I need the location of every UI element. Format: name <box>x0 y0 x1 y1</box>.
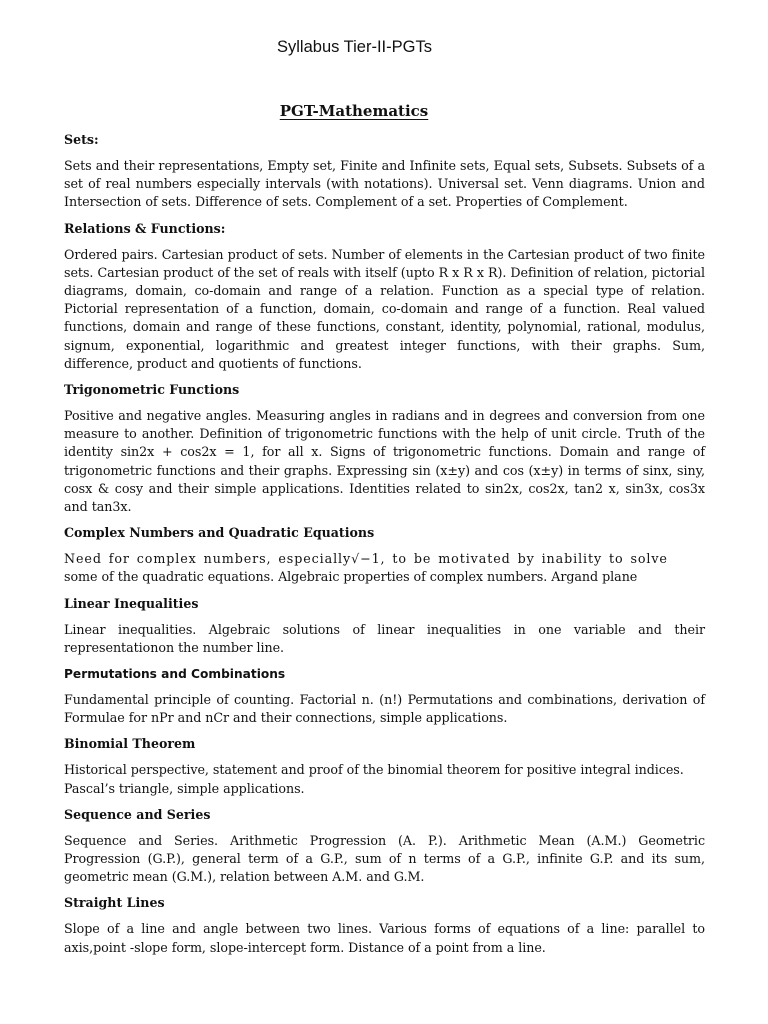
section-heading: Sets: <box>64 132 99 147</box>
section-straight-lines <box>64 894 705 956</box>
section-sets <box>64 131 705 212</box>
section-permutations-combinations <box>64 665 705 727</box>
section-body: Sets and their representations, Empty set, Finite and Infinite sets, Equal sets, Subsets. Subsets of a set of real numbers especially intervals (with notations). Universal set. Venn diagrams. Union and Intersection of sets. Difference of sets. Complement of a set. Properties of Complement. <box>64 158 705 210</box>
section-heading: Linear Inequalities <box>64 595 199 611</box>
section-heading: Sequence and Series <box>64 806 211 822</box>
syllabus-content <box>64 131 705 965</box>
page-header: Syllabus Tier-II-PGTs <box>277 38 432 56</box>
section-relations-functions <box>64 220 705 373</box>
section-heading: Permutations and Combinations <box>64 667 286 682</box>
section-heading: Complex Numbers and Quadratic Equations <box>64 525 375 541</box>
section-heading: Straight Lines <box>64 895 165 911</box>
section-body-line: Pascal’s triangle, simple applications. <box>64 780 305 796</box>
section-binomial-theorem <box>64 735 705 797</box>
section-body <box>64 550 705 586</box>
section-body-line: Historical perspective, statement and proof of the binomial theorem for positive integral indices. <box>64 762 684 778</box>
section-heading: Binomial Theorem <box>64 736 196 752</box>
section-linear-inequalities <box>64 595 705 657</box>
section-body <box>64 761 705 797</box>
section-body: Ordered pairs. Cartesian product of sets. Number of elements in the Cartesian product of two finite sets. Cartesian product of the set of reals with itself (upto R x R x R). Definition of relation, pictorial diagrams, domain, co-domain and range of a relation. Function as a special type of relation. Pictorial representation of a function, domain, co-domain and range of a function. Real valued functions, domain and range of these functions, constant, identity, polynomial, rational, modulus, signum, exponential, logarithmic and greatest integer functions, with their graphs. Sum, difference, product and quotients of functions. <box>64 246 705 371</box>
section-sequence-series <box>64 806 705 887</box>
section-body: Slope of a line and angle between two lines. Various forms of equations of a line: parallel to axis,point -slope form, slope-intercept form. Distance of a point from a line. <box>64 921 705 955</box>
section-body: Fundamental principle of counting. Factorial n. (n!) Permutations and combinations, derivation of Formulae for nPr and nCr and their connections, simple applications. <box>64 692 705 726</box>
document-title: PGT-Mathematics <box>279 102 429 120</box>
section-heading: Relations & Functions: <box>64 220 226 236</box>
section-heading: Trigonometric Functions <box>64 382 240 398</box>
section-body-line: Need for complex numbers, especially√−1, to be motivated by inability to solve <box>64 551 668 567</box>
section-body: Positive and negative angles. Measuring angles in radians and in degrees and conversion from one measure to another. Definition of trigonometric functions with the help of unit circle. Truth of the identity sin2x + cos2x = 1, for all x. Signs of trigonometric functions. Domain and range of trigonometric functions and their graphs. Expressing sin (x±y) and cos (x±y) in terms of sinx, siny, cosx & cosy and their simple applications. Identities related to sin2x, cos2x, tan2 x, sin3x, cos3x and tan3x. <box>64 408 705 515</box>
section-body: Linear inequalities. Algebraic solutions of linear inequalities in one variable and their representationon the number line. <box>64 621 705 655</box>
section-trigonometric-functions <box>64 381 705 516</box>
section-body: Sequence and Series. Arithmetic Progression (A. P.). Arithmetic Mean (A.M.) Geometric Progression (G.P.), general term of a G.P., sum of n terms of a G.P., infinite G.P. and its sum, geometric mean (G.M.), relation between A.M. and G.M. <box>64 832 705 885</box>
section-body-line: some of the quadratic equations. Algebraic properties of complex numbers. Argand plane <box>64 569 638 585</box>
section-complex-numbers <box>64 524 705 586</box>
